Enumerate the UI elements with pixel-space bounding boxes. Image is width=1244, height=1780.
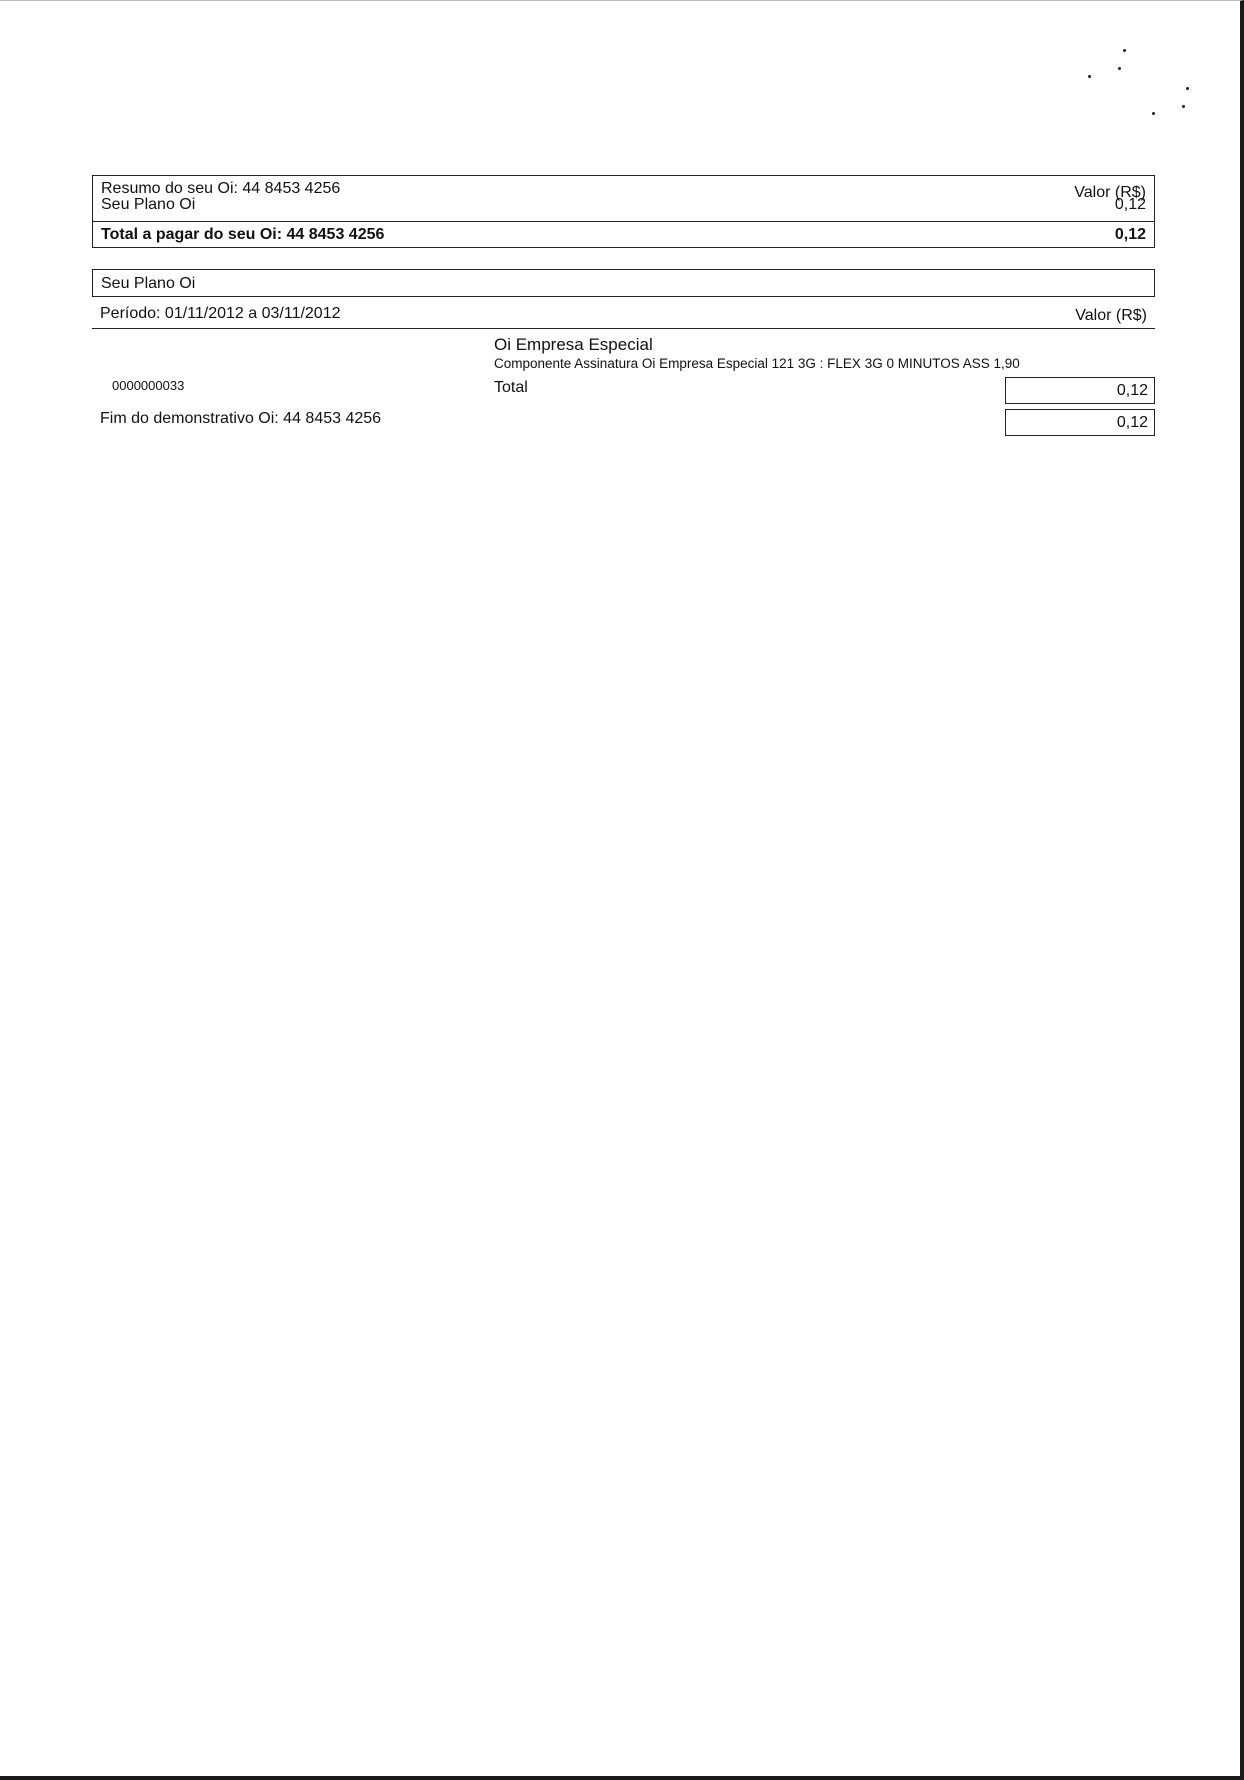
summary-value-header: Valor (R$) (1074, 184, 1146, 201)
plan-section-title: Seu Plano Oi (92, 269, 1155, 297)
scan-speck (1182, 105, 1185, 108)
summary-total-row (101, 226, 1146, 244)
summary-plan-value: 0,12 (1114, 196, 1146, 213)
plan-code: 0000000033 (112, 378, 185, 393)
plan-component: Componente Assinatura Oi Empresa Especial 121 3G : FLEX 3G 0 MINUTOS ASS 1,90 (494, 356, 1020, 371)
summary-total-label: Total a pagar do seu Oi: 44 8453 4256 (101, 226, 385, 243)
summary-plan-row (101, 196, 1146, 214)
summary-divider (93, 221, 1154, 222)
summary-total-value: 0,12 (1114, 226, 1146, 243)
end-of-statement-label: Fim do demonstrativo Oi: 44 8453 4256 (100, 410, 382, 427)
plan-name: Oi Empresa Especial (494, 335, 653, 354)
scan-speck (1118, 67, 1121, 70)
summary-box (92, 175, 1155, 248)
period-label: Período: 01/11/2012 a 03/11/2012 (100, 305, 341, 322)
summary-plan-label: Seu Plano Oi (101, 196, 196, 213)
plan-total-value: 0,12 (1005, 377, 1155, 404)
period-value-header: Valor (R$) (1075, 307, 1147, 324)
scan-speck (1123, 49, 1126, 52)
scan-speck (1186, 87, 1189, 90)
scan-speck (1152, 112, 1155, 115)
end-of-statement-value: 0,12 (1005, 409, 1155, 436)
period-row (92, 303, 1155, 329)
scan-speck (1088, 75, 1091, 78)
plan-total-label: Total (494, 379, 528, 396)
summary-title: Resumo do seu Oi: 44 8453 4256 (101, 180, 341, 197)
